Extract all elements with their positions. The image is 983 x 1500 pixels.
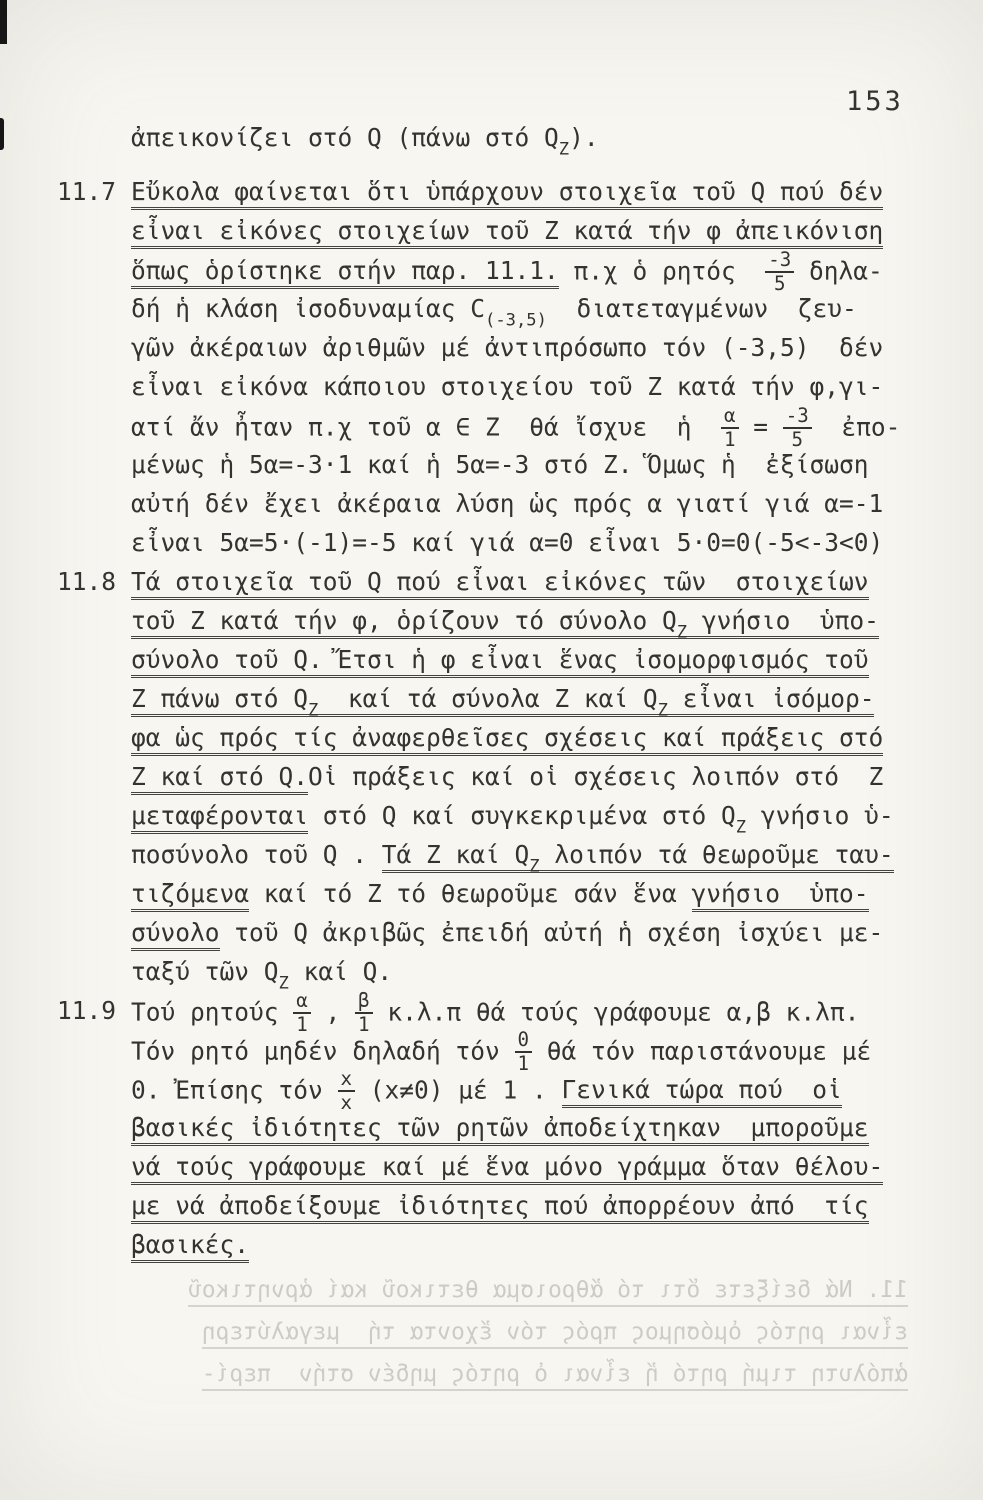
text-segment: καί τά σύνολα Z καί bbox=[318, 684, 643, 717]
text-line bbox=[131, 1067, 983, 1115]
paragraph-number: 11.7 bbox=[57, 177, 117, 206]
text-segment: τοῦ Q ἀκριβῶς ἐπειδή αὐτή ἡ σχέση ἰσχύει με- bbox=[219, 918, 884, 947]
subscripted-symbol bbox=[470, 294, 547, 331]
text-segment: στό Q καί συγκεκριμένα στό bbox=[308, 801, 722, 830]
text-line bbox=[131, 679, 983, 721]
subscript-base: Q bbox=[642, 684, 658, 713]
fraction-denominator: 1 bbox=[724, 428, 736, 452]
text-segment: ατί ἄν ἦταν π.χ τοῦ α ∈ Z θά ἴσχυε ἡ bbox=[131, 412, 722, 442]
text-line bbox=[131, 989, 983, 1037]
text-segment: ). bbox=[569, 123, 599, 152]
subscript: Z bbox=[735, 817, 747, 838]
text-segment: καί Q. bbox=[288, 957, 393, 986]
paragraph bbox=[0, 172, 983, 562]
subscript: (-3,5) bbox=[485, 310, 547, 331]
text-segment: εἶναι εἰκόνα κάποιου στοιχείου τοῦ Z κατά τήν φ,γι- bbox=[131, 372, 884, 401]
fraction-numerator: -3 bbox=[783, 406, 812, 429]
text-line bbox=[131, 1225, 983, 1264]
text-line bbox=[131, 404, 983, 452]
text-line bbox=[131, 523, 983, 562]
paragraph-lines bbox=[131, 172, 983, 562]
text-segment: Z πάνω στό bbox=[131, 684, 293, 717]
text-line bbox=[131, 1028, 983, 1076]
page-content bbox=[0, 118, 983, 1264]
subscript-base: C bbox=[470, 294, 486, 323]
subscript-base: Q bbox=[544, 123, 559, 152]
text-segment: μένως ἡ 5α=-3·1 καί ἡ 5α=-3 στό Z. Ὅμως ἡ ἐξίσωση bbox=[131, 450, 869, 479]
subscript: Z bbox=[657, 700, 668, 721]
paragraph-lines bbox=[131, 991, 983, 1264]
text-segment: καί τό Z τό θεωροῦμε σάν ἕνα bbox=[249, 879, 692, 908]
text-line bbox=[131, 328, 983, 367]
text-line bbox=[131, 796, 983, 838]
text-segment: γνήσιο ὑπο- bbox=[687, 606, 879, 639]
bleedthrough-line bbox=[72, 1272, 908, 1308]
text-segment: διατεταγμένων ζευ- bbox=[546, 294, 857, 323]
text-segment: γῶν ἀκέραιων ἀριθμῶν μέ ἀντιπρόσωπο τόν (-3,5) δέν bbox=[131, 333, 884, 362]
text-segment: γνήσιο ὑ- bbox=[746, 801, 894, 830]
text-segment: σύνολο τοῦ Q. Ἔτσι ἡ φ εἶναι ἕνας ἰσομορφισμός τοῦ bbox=[131, 645, 869, 678]
text-line bbox=[131, 445, 983, 484]
subscripted-symbol bbox=[293, 684, 319, 721]
fraction bbox=[721, 406, 739, 451]
fraction-numerator: α bbox=[293, 991, 311, 1014]
text-segment: γνήσιο ὑπο- bbox=[692, 879, 869, 912]
subscripted-symbol bbox=[662, 606, 688, 643]
text-line bbox=[131, 367, 983, 406]
paragraph-number: 11.9 bbox=[57, 996, 117, 1025]
text-segment: εἶναι 5α=5·(-1)=-5 καί γιά α=0 εἶναι 5·0=0(-5<-3<0) bbox=[131, 528, 884, 557]
text-line bbox=[131, 484, 983, 523]
text-segment: 0. Ἐπίσης τόν bbox=[131, 1075, 338, 1105]
text-segment: Τά στοιχεῖα τοῦ Q πού εἶναι εἰκόνες τῶν στοιχείων bbox=[131, 567, 869, 600]
text-segment: Τόν ρητό μηδέν δηλαδή τόν bbox=[131, 1036, 515, 1066]
text-segment: Τού ρητούς bbox=[131, 997, 294, 1027]
text-segment: = bbox=[738, 412, 783, 442]
subscript: Z bbox=[558, 139, 570, 160]
text-segment: δηλα- bbox=[794, 256, 883, 286]
fraction bbox=[355, 991, 373, 1036]
subscripted-symbol bbox=[544, 123, 570, 160]
fraction-denominator: 5 bbox=[774, 272, 786, 296]
subscripted-symbol bbox=[721, 801, 747, 838]
fraction-numerator: x bbox=[338, 1069, 356, 1092]
text-segment: μεταφέρονται bbox=[131, 801, 308, 834]
subscripted-symbol bbox=[642, 684, 668, 721]
subscript: Z bbox=[308, 700, 319, 721]
text-segment: εἶναι εἰκόνες στοιχείων τοῦ Z κατά τήν φ ἀπεικόνιση bbox=[131, 216, 883, 249]
text-segment: ἀπεικονίζει στό Q (πάνω στό bbox=[131, 123, 545, 152]
fraction-numerator: α bbox=[721, 406, 739, 429]
paragraph bbox=[0, 562, 983, 994]
scan-edge-artifact bbox=[0, 0, 7, 44]
text-segment: με νά ἀποδείξουμε ἰδιότητες πού ἀπορρέουν ἀπό τίς bbox=[131, 1191, 869, 1224]
fraction-numerator: -3 bbox=[765, 250, 794, 273]
fraction bbox=[338, 1069, 356, 1114]
text-line bbox=[131, 835, 983, 877]
text-line bbox=[131, 640, 983, 679]
text-line bbox=[131, 248, 983, 296]
text-segment: λοιπόν τά θεωροῦμε ταυ- bbox=[540, 840, 894, 873]
text-segment: π.χ ὁ ρητός bbox=[558, 256, 766, 286]
text-segment: Τά Z καί bbox=[382, 840, 515, 873]
subscript: Z bbox=[278, 973, 289, 994]
text-segment: Γενικά τώρα πού οἱ bbox=[562, 1075, 842, 1108]
fraction-denominator: 5 bbox=[791, 428, 804, 452]
subscript: Z bbox=[676, 622, 688, 643]
subscript: Z bbox=[529, 856, 540, 877]
subscript-base: Q bbox=[662, 606, 677, 635]
text-segment: (x≠0) μέ 1 . bbox=[355, 1075, 562, 1105]
text-segment: δή ἡ κλάση ἰσοδυναμίας bbox=[131, 294, 471, 323]
paragraph-number: 11.8 bbox=[57, 567, 117, 596]
paragraph-lines bbox=[131, 562, 983, 994]
subscript-base: Q bbox=[721, 801, 736, 830]
text-line bbox=[131, 172, 983, 211]
text-line bbox=[131, 718, 983, 757]
fraction-denominator: 1 bbox=[358, 1013, 370, 1037]
text-line bbox=[131, 289, 983, 331]
text-segment: βασικές. bbox=[131, 1230, 249, 1263]
text-segment: νά τούς γράφουμε καί μέ ἕνα μόνο γράμμα ὅταν θέλου- bbox=[131, 1152, 883, 1185]
text-segment: τοῦ Z κατά τήν φ, ὁρίζουν τό σύνολο bbox=[131, 606, 662, 639]
text-line bbox=[131, 1147, 983, 1186]
bleedthrough-text bbox=[72, 1272, 908, 1398]
text-segment: θά τόν παριστάνουμε μέ bbox=[532, 1036, 872, 1066]
text-segment: Z καί στό Q. bbox=[131, 762, 308, 795]
paragraph-lines bbox=[131, 118, 983, 160]
subscript-base: Q bbox=[514, 840, 530, 869]
text-line bbox=[131, 118, 983, 160]
text-segment: σύνολο bbox=[131, 918, 220, 951]
text-segment: φα ὡς πρός τίς ἀναφερθεῖσες σχέσεις καί πράξεις στό bbox=[131, 723, 883, 756]
fraction bbox=[765, 250, 794, 295]
text-line bbox=[131, 562, 983, 601]
bleedthrough-line-text: εἶναι ρητός ὁμόσημος πρός τόν ἔχοντα τή μεγαλύτερη bbox=[202, 1319, 908, 1349]
text-line bbox=[131, 757, 983, 796]
text-line bbox=[131, 1186, 983, 1225]
subscripted-symbol bbox=[514, 840, 540, 877]
fraction-numerator: 0 bbox=[515, 1030, 533, 1053]
text-segment: εἶναι ἰσόμορ- bbox=[668, 684, 875, 717]
text-line bbox=[131, 952, 983, 994]
text-segment: κ.λ.π θά τούς γράφουμε α,β κ.λπ. bbox=[372, 997, 860, 1027]
text-line bbox=[131, 601, 983, 643]
text-segment: , bbox=[310, 997, 356, 1027]
fraction bbox=[515, 1030, 533, 1075]
fraction-numerator: β bbox=[355, 991, 373, 1014]
subscripted-symbol bbox=[263, 957, 289, 994]
text-segment: αὐτή δέν ἔχει ἀκέραια λύση ὡς πρός α γιατί γιά α=-1 bbox=[131, 489, 884, 518]
intro-paragraph bbox=[0, 118, 983, 160]
text-line bbox=[131, 913, 983, 952]
bleedthrough-line bbox=[72, 1356, 908, 1392]
subscript-base: Q bbox=[263, 957, 279, 986]
bleedthrough-line-text: ἀπόλυτη τιμή ρητό ἤ εἶναι ὁ ρητός μηδέν στήν περί- bbox=[202, 1361, 908, 1391]
fraction bbox=[293, 991, 311, 1036]
fraction-denominator: 1 bbox=[517, 1052, 530, 1076]
bleedthrough-line-text: 11. Νά δείξετε ὅτι τό ἄθροισμα θετικοῦ καί ἀρνητικοῦ bbox=[188, 1277, 908, 1307]
text-segment: τιζόμενα bbox=[131, 879, 249, 912]
text-segment: ταξύ τῶν bbox=[131, 957, 264, 986]
fraction bbox=[783, 406, 812, 451]
fraction-denominator: 1 bbox=[296, 1013, 308, 1037]
subscript-base: Q bbox=[293, 684, 309, 713]
text-segment: Οἱ πράξεις καί οἱ σχέσεις λοιπόν στό Z bbox=[308, 762, 884, 791]
text-segment: Εὔκολα φαίνεται ὅτι ὑπάρχουν στοιχεῖα τοῦ Q πού δέν bbox=[131, 177, 883, 210]
text-line bbox=[131, 1108, 983, 1147]
text-segment: ποσύνολο τοῦ Q . bbox=[131, 840, 382, 869]
fraction-denominator: x bbox=[340, 1091, 353, 1115]
bleedthrough-line bbox=[72, 1314, 908, 1350]
text-line bbox=[131, 874, 983, 913]
text-segment: βασικές ἰδιότητες τῶν ρητῶν ἀποδείχτηκαν μποροῦμε bbox=[131, 1113, 869, 1146]
text-segment: ἐπο- bbox=[811, 412, 901, 442]
page-number: 153 bbox=[846, 86, 904, 117]
text-line bbox=[131, 211, 983, 250]
text-segment: ὅπως ὁρίστηκε στήν παρ. 11.1. bbox=[131, 256, 559, 289]
paragraph bbox=[0, 991, 983, 1264]
